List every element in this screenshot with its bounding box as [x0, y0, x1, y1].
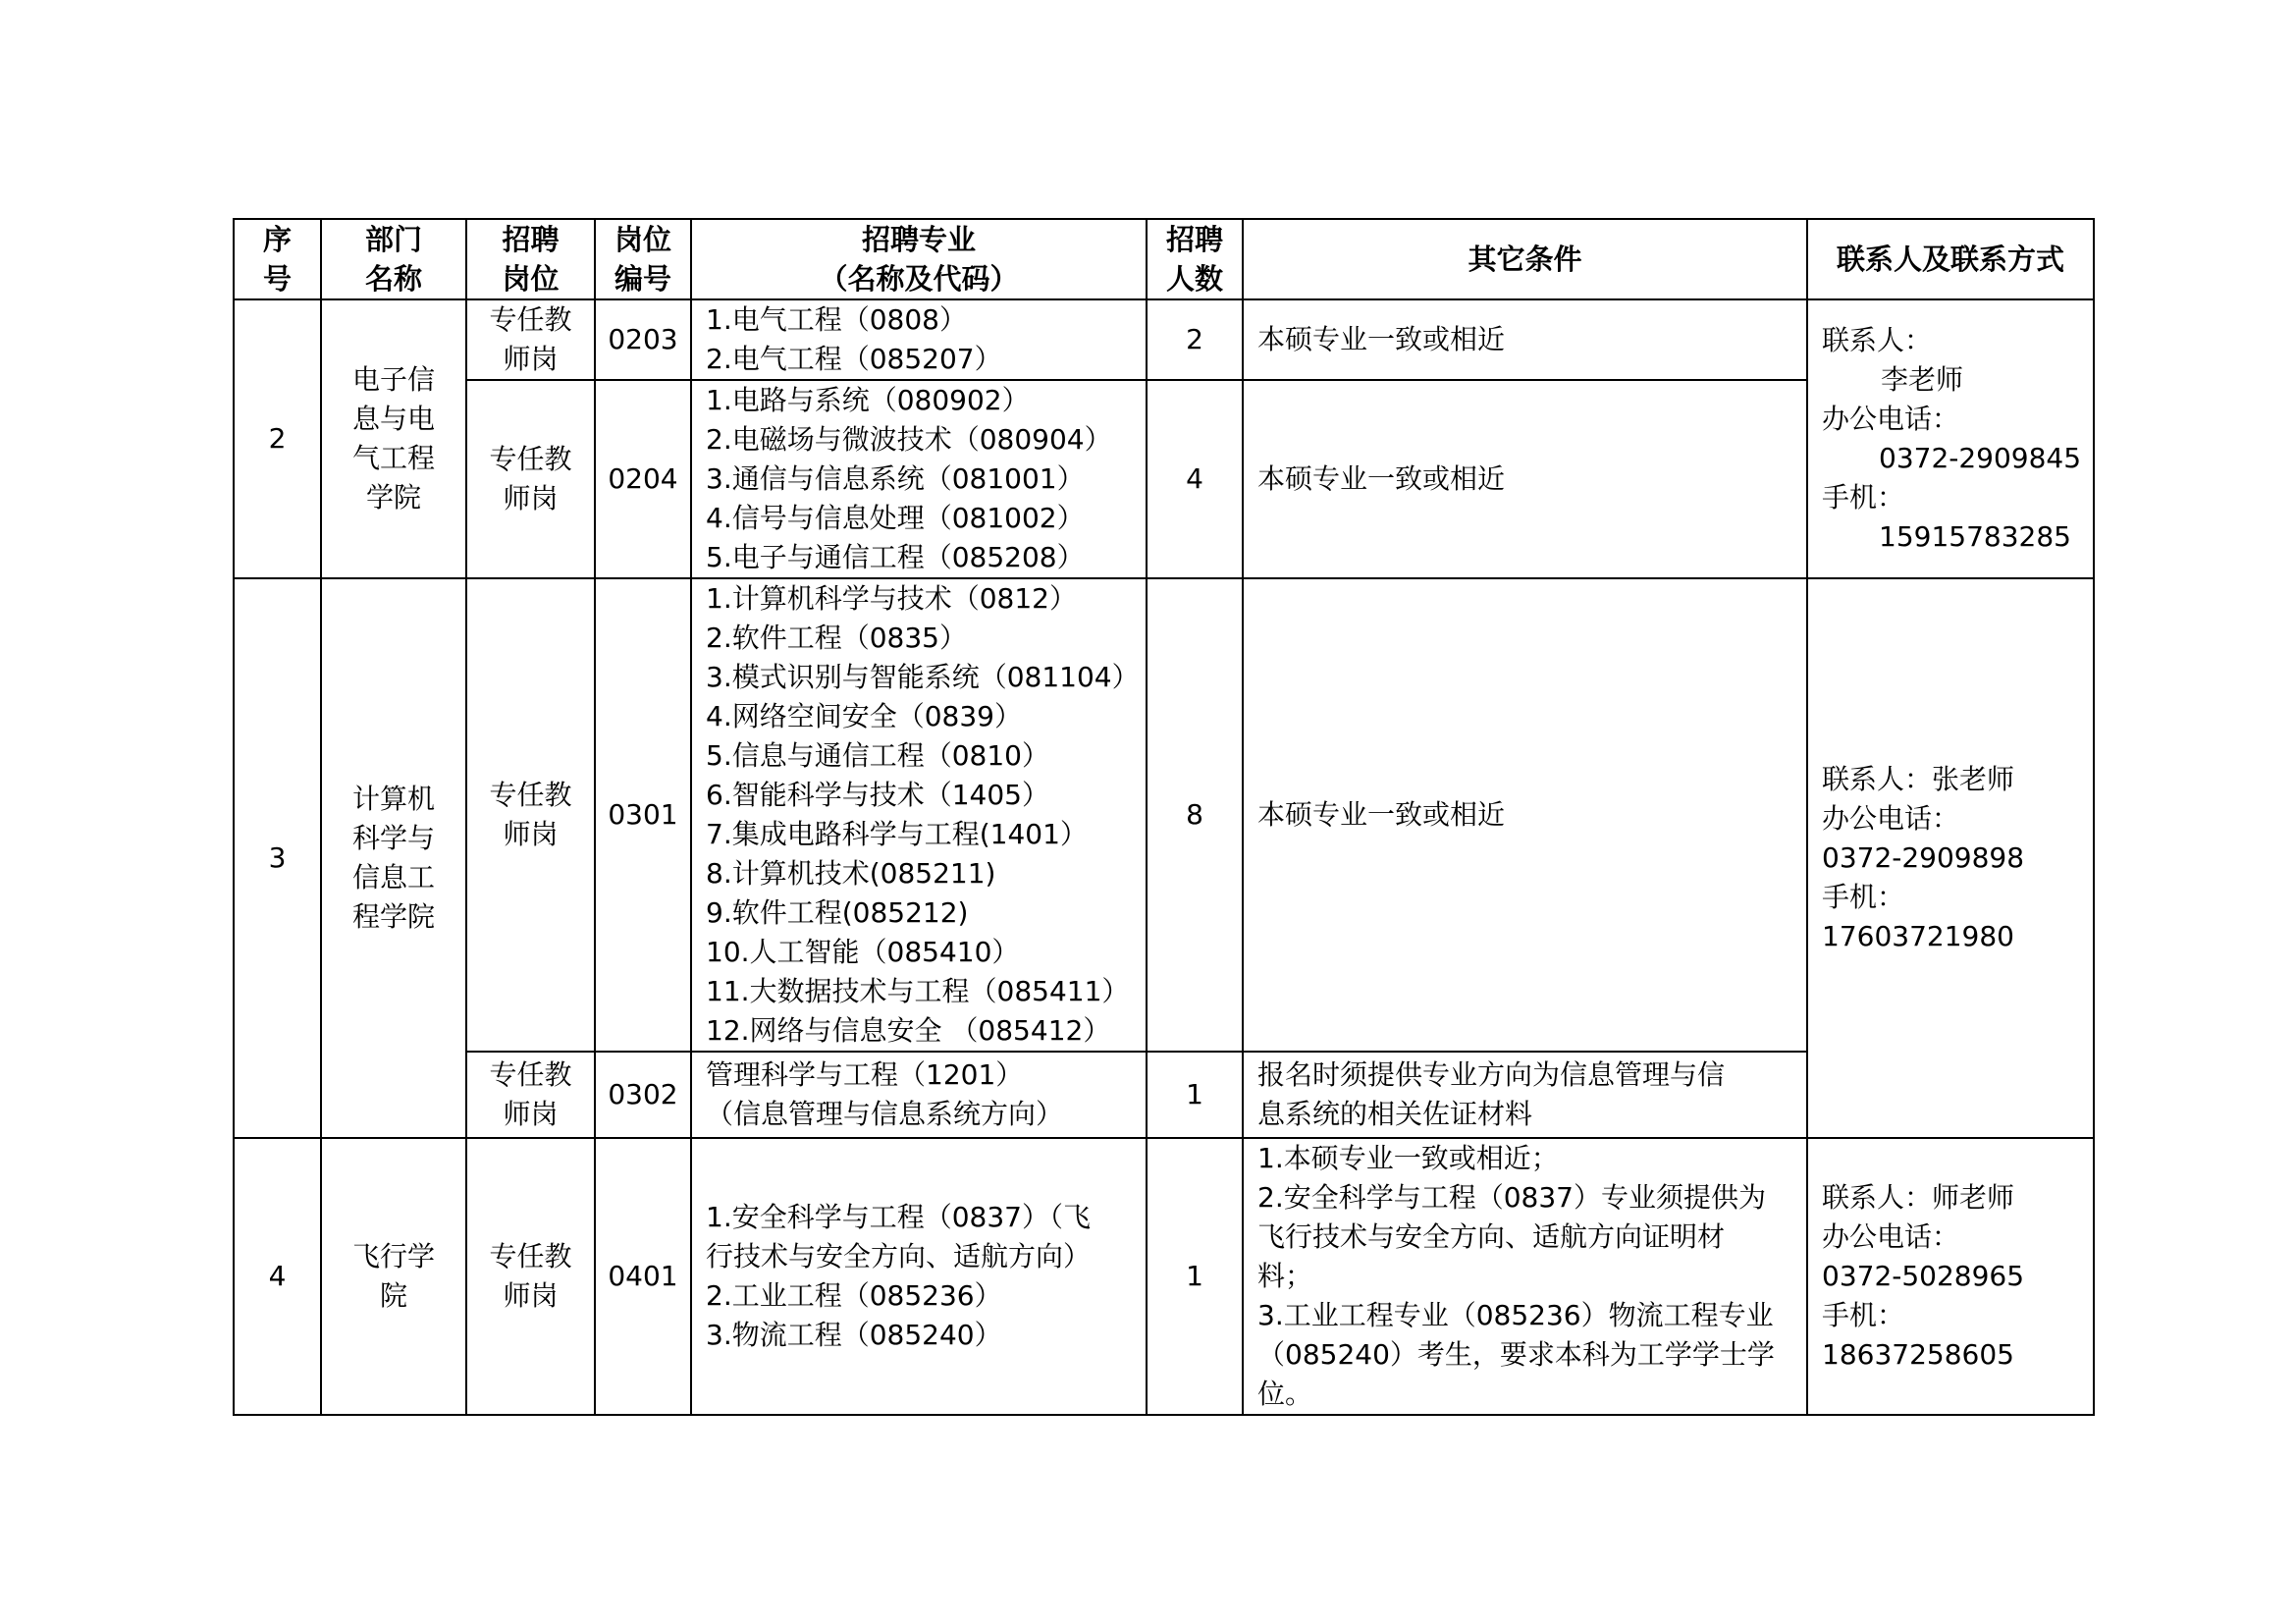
count-cell: 8	[1147, 578, 1243, 1052]
conditions-cell: 本硕专业一致或相近	[1243, 380, 1807, 578]
header-position: 招聘 岗位	[466, 219, 595, 299]
conditions-cell: 本硕专业一致或相近	[1243, 578, 1807, 1052]
conditions-cell: 1.本硕专业一致或相近； 2.安全科学与工程（0837）专业须提供为 飞行技术与安全方向、适航方向证明材 料； 3.工业工程专业（085236）物流工程专业 （085240）考生，要求本科为工学学士学 位。	[1243, 1138, 1807, 1415]
code-cell: 0203	[595, 299, 691, 380]
header-count: 招聘 人数	[1147, 219, 1243, 299]
table-row	[234, 299, 2094, 380]
recruitment-table	[233, 218, 2095, 1416]
position-cell: 专任教 师岗	[466, 578, 595, 1052]
seq-cell: 2	[234, 299, 321, 578]
header-dept: 部门 名称	[321, 219, 466, 299]
contact-cell: 联系人：张老师 办公电话： 0372-2909898 手机：17603721980	[1807, 578, 2094, 1138]
conditions-cell: 报名时须提供专业方向为信息管理与信 息系统的相关佐证材料	[1243, 1052, 1807, 1138]
dept-cell: 电子信 息与电 气工程 学院	[321, 299, 466, 578]
conditions-cell: 本硕专业一致或相近	[1243, 299, 1807, 380]
major-cell: 1.电气工程（0808） 2.电气工程（085207）	[691, 299, 1147, 380]
count-cell: 4	[1147, 380, 1243, 578]
code-cell: 0204	[595, 380, 691, 578]
seq-cell: 3	[234, 578, 321, 1138]
count-cell: 1	[1147, 1052, 1243, 1138]
major-cell: 1.电路与系统（080902） 2.电磁场与微波技术（080904） 3.通信与信息系统（081001） 4.信号与信息处理（081002） 5.电子与通信工程（085208）	[691, 380, 1147, 578]
major-cell: 管理科学与工程（1201） （信息管理与信息系统方向）	[691, 1052, 1147, 1138]
code-cell: 0302	[595, 1052, 691, 1138]
header-seq: 序 号	[234, 219, 321, 299]
position-cell: 专任教 师岗	[466, 1052, 595, 1138]
header-code: 岗位 编号	[595, 219, 691, 299]
major-cell: 1.计算机科学与技术（0812） 2.软件工程（0835） 3.模式识别与智能系统（081104） 4.网络空间安全（0839） 5.信息与通信工程（0810） 6.智能科学与技术（1405） 7.集成电路科学与工程(1401） 8.计算机技术(085211) 9.软件工程(085212) 10.人工智能（085410） 11.大数据技术与工程（085411） 12.网络与信息安全 （085412）	[691, 578, 1147, 1052]
position-cell: 专任教 师岗	[466, 380, 595, 578]
contact-cell: 联系人： 李老师 办公电话： 0372-2909845 手机： 15915783285	[1807, 299, 2094, 578]
table-row	[234, 1138, 2094, 1415]
dept-cell: 飞行学 院	[321, 1138, 466, 1415]
header-conditions: 其它条件	[1243, 219, 1807, 299]
seq-cell: 4	[234, 1138, 321, 1415]
table-header-row	[234, 219, 2094, 299]
code-cell: 0401	[595, 1138, 691, 1415]
dept-cell: 计算机 科学与 信息工 程学院	[321, 578, 466, 1138]
table-row	[234, 578, 2094, 1052]
position-cell: 专任教 师岗	[466, 1138, 595, 1415]
count-cell: 2	[1147, 299, 1243, 380]
position-cell: 专任教 师岗	[466, 299, 595, 380]
header-contact: 联系人及联系方式	[1807, 219, 2094, 299]
code-cell: 0301	[595, 578, 691, 1052]
header-major: 招聘专业 （名称及代码）	[691, 219, 1147, 299]
major-cell: 1.安全科学与工程（0837）（飞 行技术与安全方向、适航方向） 2.工业工程（085236） 3.物流工程（085240）	[691, 1138, 1147, 1415]
count-cell: 1	[1147, 1138, 1243, 1415]
contact-cell: 联系人：师老师 办公电话： 0372-5028965 手机：18637258605	[1807, 1138, 2094, 1415]
